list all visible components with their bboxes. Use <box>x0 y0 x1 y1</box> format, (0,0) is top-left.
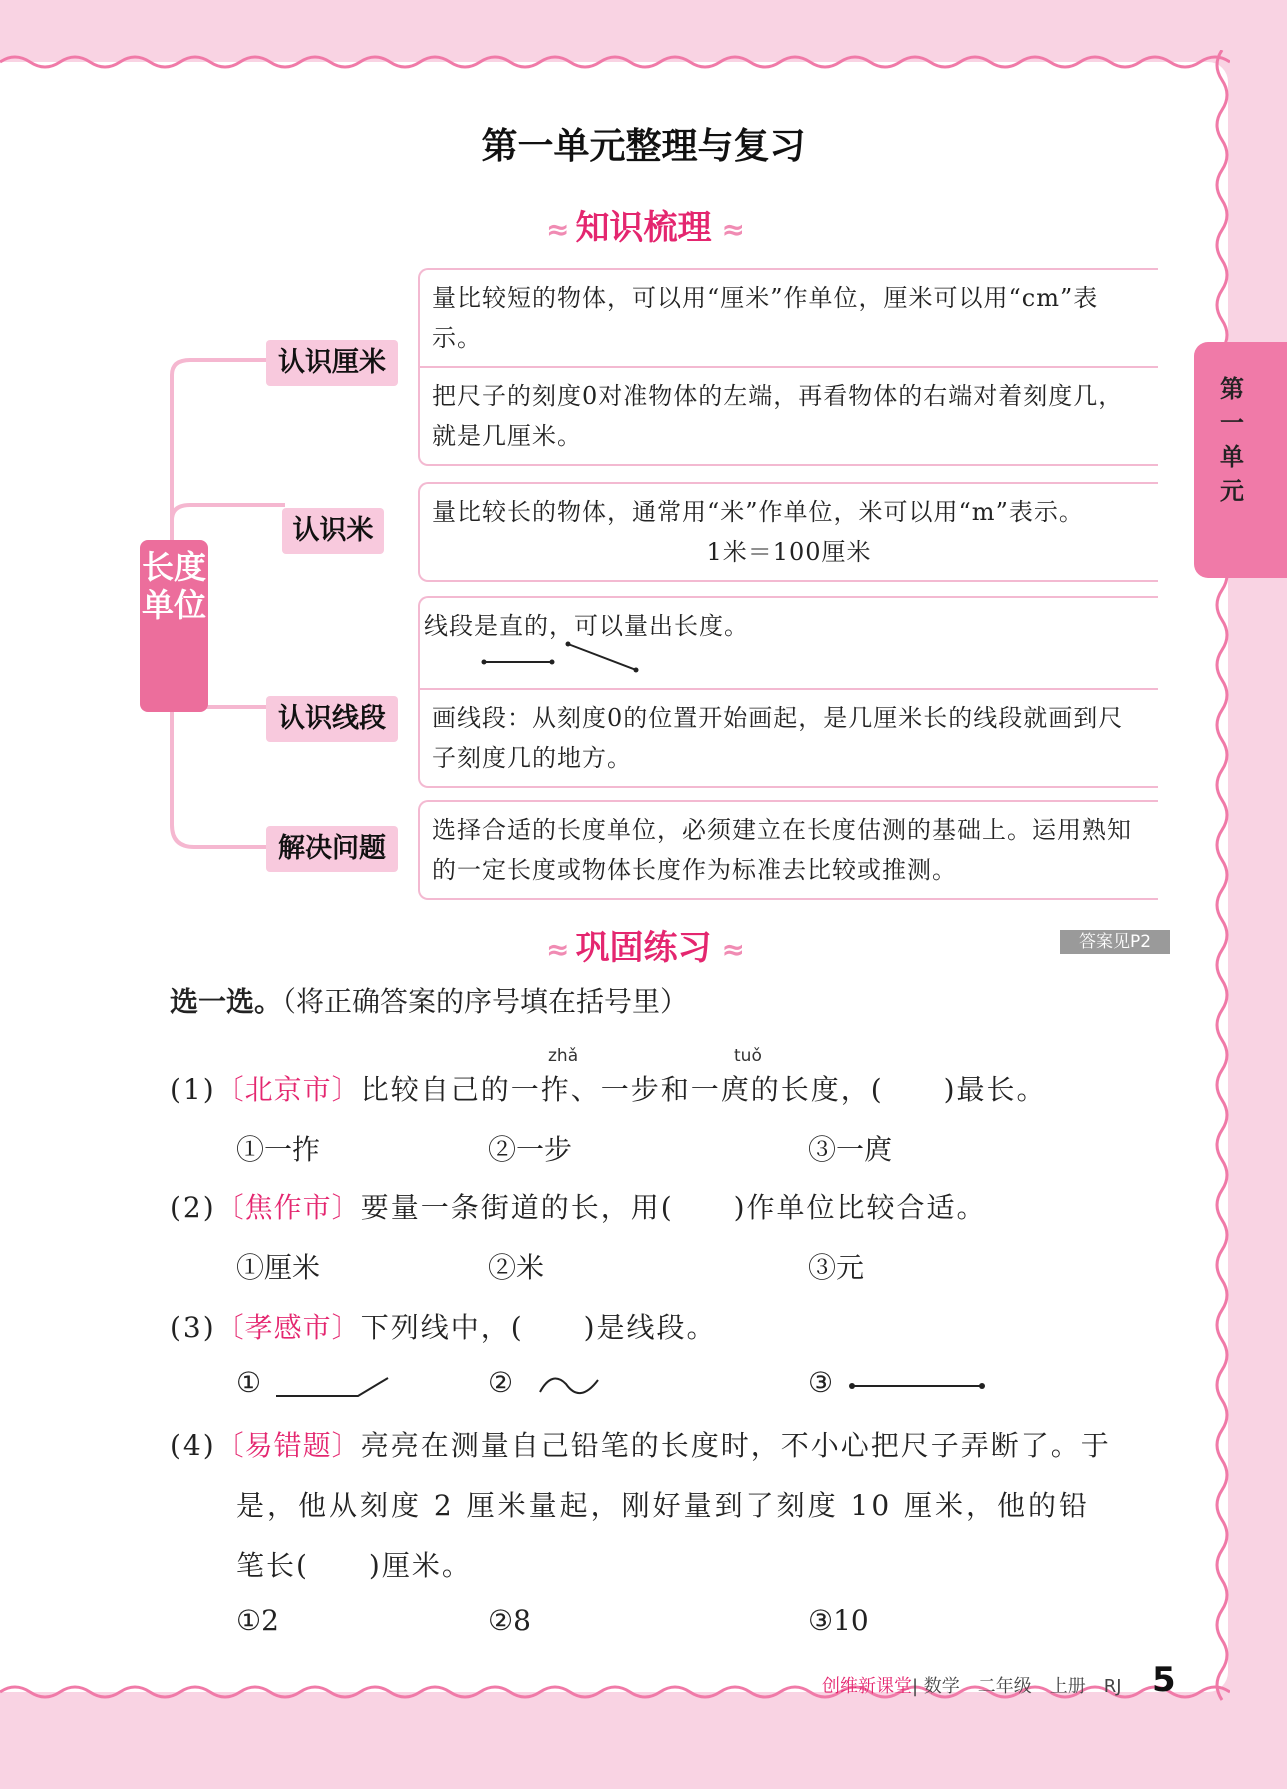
card-text-group <box>420 598 1158 688</box>
option: ②8 <box>488 1604 531 1637</box>
card-text: 量比较短的物体，可以用“厘米”作单位，厘米可以用“cm”表示。 <box>432 284 1099 352</box>
formula-text: 1米＝100厘米 <box>706 538 872 566</box>
question-4 <box>170 1424 1111 1464</box>
node-segment: 认识线段 <box>266 696 398 742</box>
option: ②一步 <box>488 1133 573 1166</box>
pinyin-annotation: zhǎ <box>548 1046 579 1066</box>
page-number: 5 <box>1152 1660 1176 1700</box>
option: ③一庹 <box>808 1133 893 1166</box>
question-4-line-3: 笔长( )厘米。 <box>236 1549 472 1582</box>
wave-deco-icon: ≈ <box>546 933 566 966</box>
card-cm <box>418 268 1158 466</box>
question-number: (4) <box>170 1429 216 1462</box>
card-text: 把尺子的刻度0对准物体的左端，再看物体的右端对着刻度几，就是几厘米。 <box>420 366 1158 464</box>
option: ②米 <box>488 1251 545 1284</box>
node-m: 认识米 <box>282 508 384 554</box>
question-3 <box>170 1306 717 1346</box>
card-segment <box>418 596 1158 788</box>
segment-examples <box>480 640 640 674</box>
option: ③元 <box>808 1251 865 1284</box>
footer-info: | 数学 二年级 上册 RJ <box>912 1676 1122 1697</box>
wave-deco-icon: ≈ <box>546 213 566 246</box>
mindmap-root-label: 长度单位 <box>141 548 206 624</box>
card-problem <box>418 800 1158 900</box>
option: ③10 <box>808 1604 869 1637</box>
line-segment-figure <box>846 1374 986 1404</box>
answer-reference-tag: 答案见P2 <box>1060 930 1170 954</box>
card-text: 量比较长的物体，通常用“米”作单位，米可以用“m”表示。 <box>432 498 1084 526</box>
question-number: (2) <box>170 1191 216 1224</box>
mindmap-root <box>140 540 208 712</box>
question-number: (3) <box>170 1311 216 1344</box>
instruction <box>170 980 688 1020</box>
wave-deco-icon: ≈ <box>721 213 741 246</box>
right-wave-border <box>1210 50 1234 1710</box>
card-text: 线段是直的，可以量出长度。 <box>424 612 749 640</box>
question-source: 〔易错题〕 <box>215 1429 361 1462</box>
question-number: (1) <box>170 1073 216 1106</box>
question-text: 亮亮在测量自己铅笔的长度时，不小心把尺子弄断了。于 <box>360 1429 1111 1462</box>
card-text-group <box>420 484 1158 580</box>
question-2 <box>170 1186 987 1226</box>
curve-figure <box>536 1370 606 1404</box>
question-text: 下列线中，( )是线段。 <box>360 1311 717 1344</box>
question-source: 〔焦作市〕 <box>215 1191 361 1224</box>
option: ①厘米 <box>236 1251 321 1284</box>
question-text: 要量一条街道的长，用( )作单位比较合适。 <box>360 1191 987 1224</box>
card-m <box>418 482 1158 582</box>
bent-line-figure <box>274 1374 394 1404</box>
section-title-text: 知识梳理 <box>575 208 712 248</box>
side-tab <box>1194 342 1287 578</box>
instruction-text: （将正确答案的序号填在括号里） <box>282 985 689 1018</box>
question-source: 〔北京市〕 <box>215 1073 361 1106</box>
node-cm: 认识厘米 <box>266 340 398 386</box>
side-tab-label: 第一单元 <box>1220 375 1244 505</box>
card-text: 画线段：从刻度0的位置开始画起，是几厘米长的线段就画到尺子刻度几的地方。 <box>420 688 1158 786</box>
instruction-bold: 选一选。 <box>170 985 283 1018</box>
section-title-text: 巩固练习 <box>575 928 712 968</box>
option: ①2 <box>236 1604 279 1637</box>
question-1 <box>170 1068 1047 1108</box>
node-problem: 解决问题 <box>266 826 398 872</box>
footer <box>822 1672 1122 1698</box>
footer-brand: 创维新课堂 <box>822 1676 912 1697</box>
question-text: 比较自己的一拃、一步和一庹的长度，( )最长。 <box>360 1073 1047 1106</box>
page-title: 第一单元整理与复习 <box>481 126 806 167</box>
option: ①一拃 <box>236 1133 321 1166</box>
option: ② <box>488 1366 514 1399</box>
top-wave-border <box>0 50 1230 74</box>
card-text: 选择合适的长度单位，必须建立在长度估测的基础上。运用熟知的一定长度或物体长度作为标准去比较或推测。 <box>432 816 1132 884</box>
option: ① <box>236 1366 262 1399</box>
option: ③ <box>808 1366 834 1399</box>
question-4-line-2: 是，他从刻度 2 厘米量起，刚好量到了刻度 10 厘米，他的铅 <box>236 1489 1091 1522</box>
question-source: 〔孝感市〕 <box>215 1311 361 1344</box>
section-title-knowledge <box>0 200 1287 249</box>
pinyin-annotation: tuǒ <box>734 1046 762 1066</box>
wave-deco-icon: ≈ <box>721 933 741 966</box>
